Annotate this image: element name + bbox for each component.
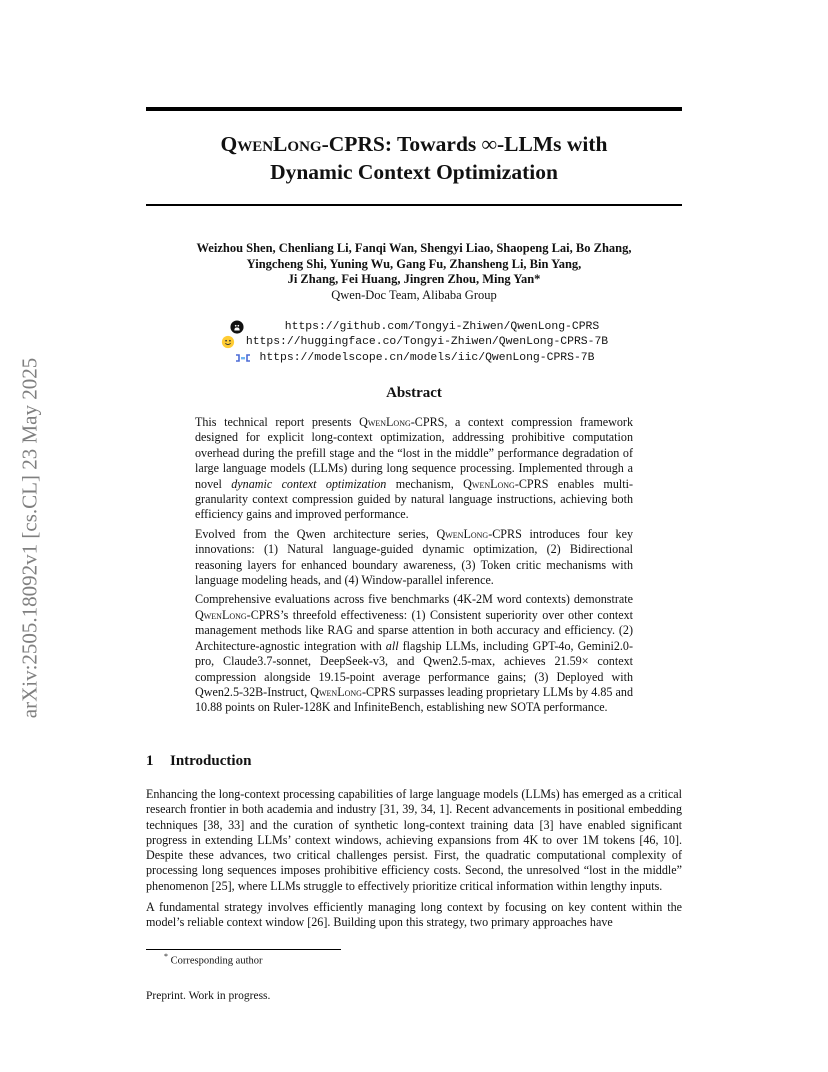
title-bottom-rule	[146, 204, 682, 206]
footnote	[164, 952, 263, 967]
intro-paragraph-1: Enhancing the long-context processing capabilities of large language models (LLMs) has emerged as a critical research frontier in both academia and industry [31, 39, 34, 1]. Recent advancements in positional embedding techniques [38, 33] and the curation of synthetic long-context training data [3] have enabled significant progress in extending LLMs’ context windows, achieving expansions from 4K to over 1M tokens [46, 10]. Despite these advances, two critical challenges persist. First, the quadratic computational complexity of processing long sequences imposes prohibitive efficiency costs. Second, the unresolved “lost in the middle” phenomenon [25], where LLMs struggle to effectively prioritize critical information within lengthy inputs.	[146, 787, 682, 893]
intro-paragraph-2: A fundamental strategy involves efficiently managing long context by focusing on key content within the model’s reliable context window [26]. Building upon this strategy, two primary approaches have	[146, 900, 682, 930]
abstract-paragraph-3: Comprehensive evaluations across five benchmarks (4K-2M word contexts) demonstrate QwenLong-CPRS’s threefold effectiveness: (1) Consistent superiority over other context management methods like RAG and sparse attention in both accuracy and efficiency. (2) Architecture-agnostic integration with all flagship LLMs, including GPT-4o, Gemini2.0-pro, Claude3.7-sonnet, DeepSeek-v3, and Qwen2.5-max, achieves 21.59× context compression alongside 19.15-point average performance gains; (3) Deployed with Qwen2.5-32B-Instruct, QwenLong-CPRS surpasses leading proprietary LLMs by 4.85 and 10.88 points on Ruler-128K and InfiniteBench, establishing new SOTA performance.	[195, 592, 633, 715]
arxiv-id: arXiv:2505.18092v1 [cs.CL] 23 May 2025	[17, 357, 42, 719]
authors-line-3: Ji Zhang, Fei Huang, Jingren Zhou, Ming Yan*	[287, 272, 541, 286]
abstract-body	[195, 415, 633, 720]
paper-title	[146, 130, 682, 186]
huggingface-icon	[220, 335, 236, 349]
footnote-mark: *	[164, 952, 168, 961]
footnote-text: Corresponding author	[170, 955, 263, 967]
affiliation: Qwen-Doc Team, Alibaba Group	[331, 287, 497, 302]
github-icon	[229, 320, 245, 334]
link-huggingface[interactable]	[146, 335, 682, 351]
authors-line-1: Weizhou Shen, Chenliang Li, Fanqi Wan, Shengyi Liao, Shaopeng Lai, Bo Zhang,	[196, 241, 632, 255]
top-rule	[146, 107, 682, 111]
preprint-note: Preprint. Work in progress.	[146, 990, 271, 1002]
abstract-paragraph-2: Evolved from the Qwen architecture series, QwenLong-CPRS introduces four key innovations: (1) Natural language-guided dynamic optimization, (2) Bidirectional reasoning layers for enhanced boundary awareness, (3) Token critic mechanisms with language modeling heads, and (4) Window-parallel inference.	[195, 526, 633, 588]
introduction-body	[146, 787, 682, 937]
link-modelscope[interactable]	[146, 350, 682, 366]
section-title: Introduction	[170, 753, 252, 769]
huggingface-url[interactable]: https://huggingface.co/Tongyi-Zhiwen/QwenLong-CPRS-7B	[245, 336, 609, 349]
abstract-paragraph-1: This technical report presents QwenLong-CPRS, a context compression framework designed for explicit long-context optimization, addressing prohibitive computation overhead during the prefill stage and the “lost in the middle” performance degradation of large language models (LLMs) during long sequence processing. Implemented through a novel dynamic context optimization mechanism, QwenLong-CPRS enables multi-granularity context compression guided by natural language instructions, achieving both efficiency gains and improved performance.	[195, 415, 633, 522]
modelscope-icon	[234, 351, 250, 365]
title-name: QwenLong	[220, 132, 322, 156]
section-number: 1	[146, 753, 154, 769]
authors-line-2: Yingcheng Shi, Yuning Wu, Gang Fu, Zhansheng Li, Bin Yang,	[246, 256, 582, 271]
arxiv-sidebar-stamp	[6, 298, 54, 778]
link-github[interactable]	[146, 319, 682, 335]
footnote-rule	[146, 949, 341, 950]
author-block	[146, 241, 682, 303]
section-heading	[146, 753, 251, 770]
title-line2: Dynamic Context Optimization	[270, 160, 558, 184]
abstract-heading: Abstract	[386, 385, 442, 401]
modelscope-url[interactable]: https://modelscope.cn/models/iic/QwenLong-CPRS-7B	[259, 351, 595, 364]
github-url[interactable]: https://github.com/Tongyi-Zhiwen/QwenLong-CPRS	[284, 320, 600, 333]
title-rest: -CPRS: Towards ∞-LLMs with	[321, 132, 608, 156]
resource-links	[146, 319, 682, 366]
